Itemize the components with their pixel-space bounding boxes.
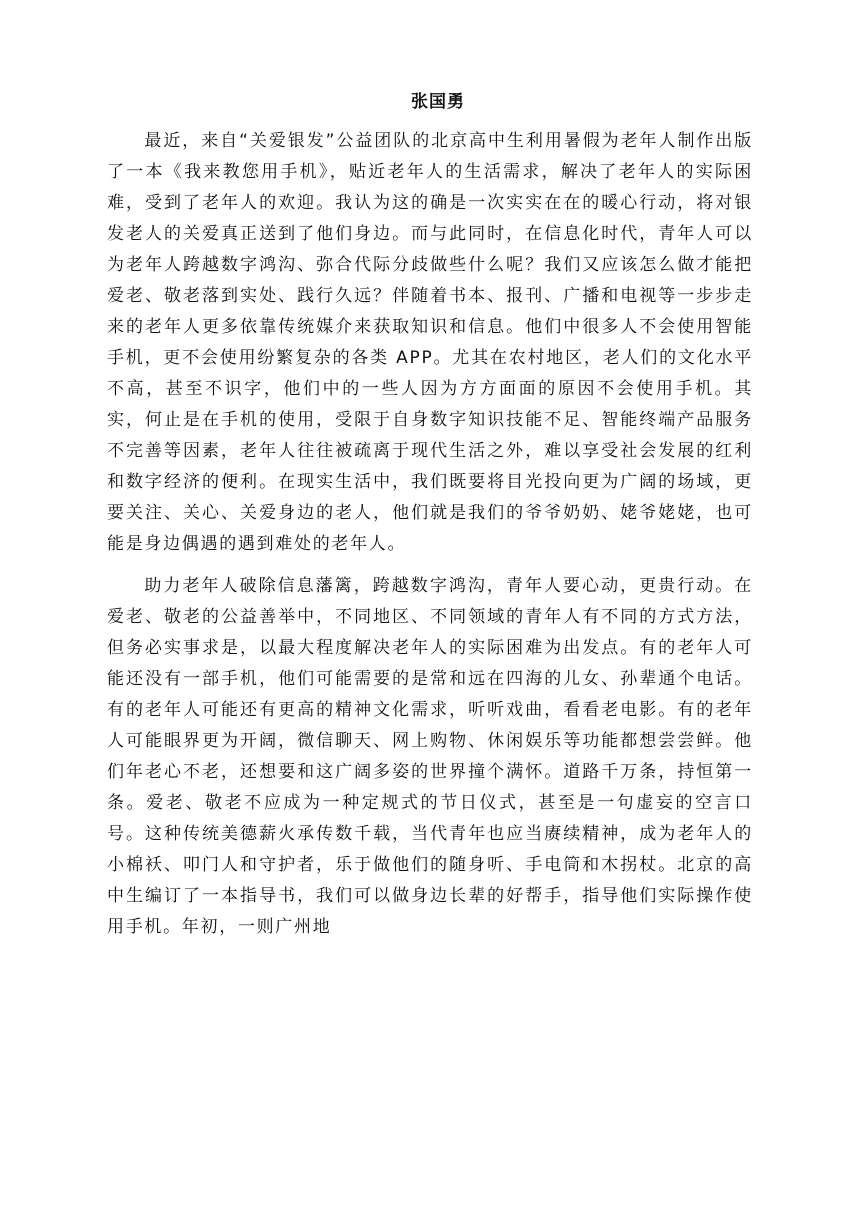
author-name: 张国勇	[411, 92, 465, 112]
paragraph-2: 助力老年人破除信息藩篱，跨越数字鸿沟，青年人要心动，更贵行动。在爱老、敬老的公益善举中，不同地区、不同领域的青年人有不同的方式方法，但务必实事求是，以最大程度解决老年人的实际困难为出发点。有的老年人可能还没有一部手机，他们可能需要的是常和远在四海的儿女、孙辈通个电话。有的老年人可能还有更高的精神文化需求，听听戏曲，看看老电影。有的老年人可能眼界更为开阔，微信聊天、网上购物、休闲娱乐等功能都想尝尝鲜。他们年老心不老，还想要和这广阔多姿的世界撞个满怀。道路千万条，持恒第一条。爱老、敬老不应成为一种定规式的节日仪式，甚至是一句虚妄的空言口号。这种传统美德薪火承传数千载，当代青年也应当赓续精神，成为老年人的小棉袄、叩门人和守护者，乐于做他们的随身听、手电筒和木拐杖。北京的高中生编订了一本指导书，我们可以做身边长辈的好帮手，指导他们实际操作使用手机。年初，一则广州地	[107, 576, 753, 937]
paragraph-1: 最近，来自“关爱银发”公益团队的北京高中生利用暑假为老年人制作出版了一本《我来教您用手机》，贴近老年人的生活需求，解决了老年人的实际困难，受到了老年人的欢迎。我认为这的确是一次实实在在的暖心行动，将对银发老人的关爱真正送到了他们身边。而与此同时，在信息化时代，青年人可以为老年人跨越数字鸿沟、弥合代际分歧做些什么呢？我们又应该怎么做才能把爱老、敬老落到实处、践行久远？伴随着书本、报刊、广播和电视等一步步走来的老年人更多依靠传统媒介来获取知识和信息。他们中很多人不会使用智能手机，更不会使用纷繁复杂的各类 APP。尤其在农村地区，老人们的文化水平不高，甚至不识字，他们中的一些人因为方方面面的原因不会使用手机。其实，何止是在手机的使用，受限于自身数字知识技能不足、智能终端产品服务不完善等因素，老年人往往被疏离于现代生活之外，难以享受社会发展的红利和数字经济的便利。在现实生活中，我们既要将目光投向更为广阔的场域，更要关注、关心、关爱身边的老人，他们就是我们的爷爷奶奶、姥爷姥姥，也可能是身边偶遇的遇到难处的老年人。	[107, 131, 753, 554]
article-body	[107, 126, 753, 943]
